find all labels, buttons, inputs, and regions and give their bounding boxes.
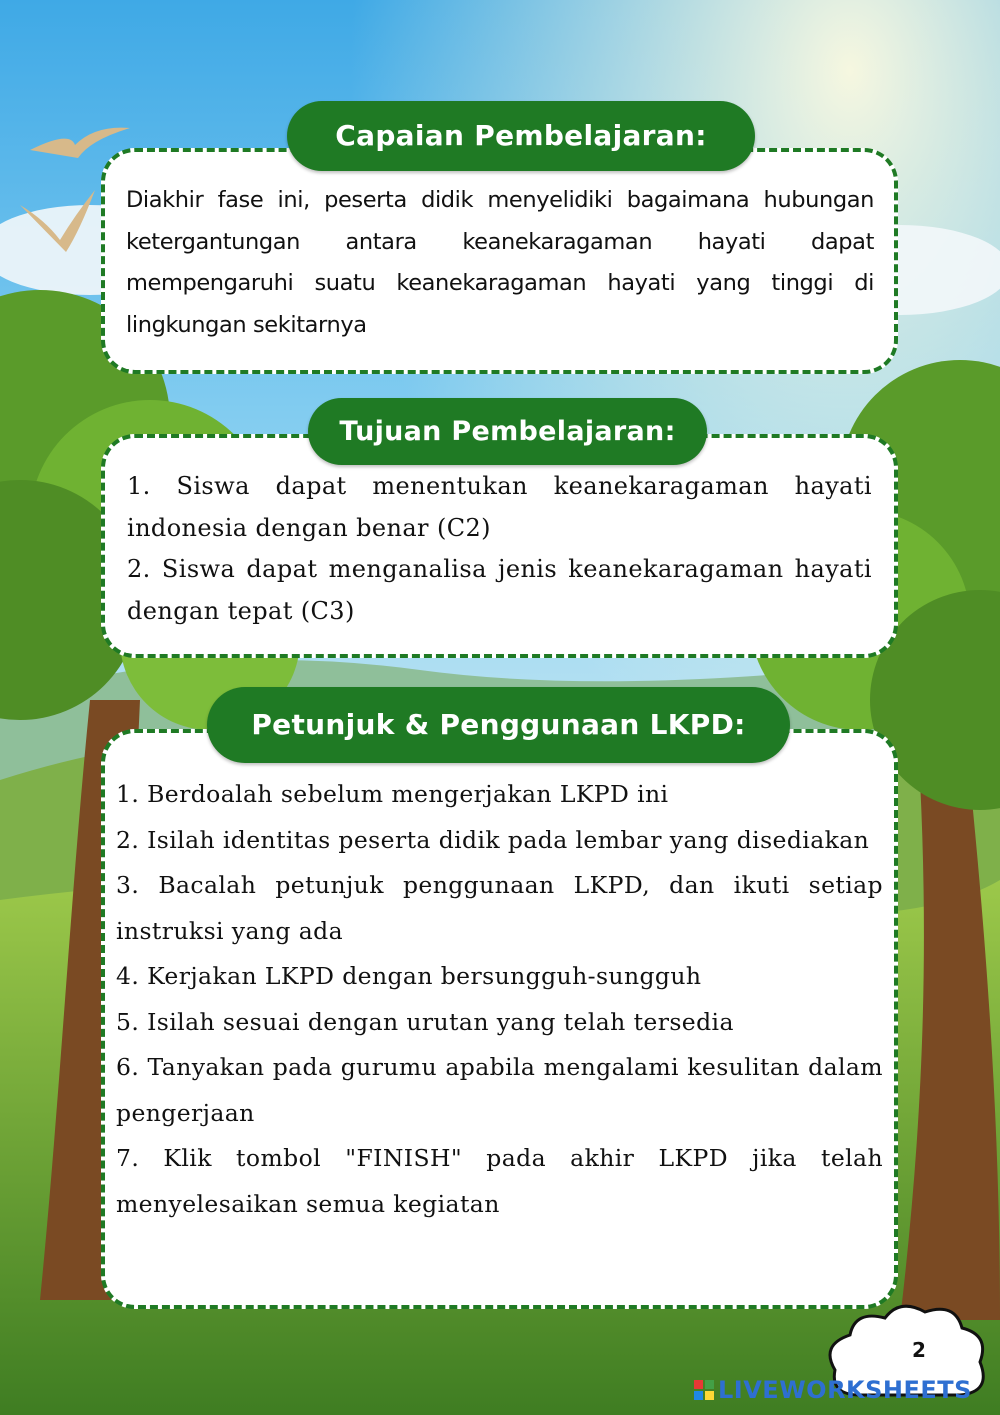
list-item: 3. Bacalah petunjuk penggunaan LKPD, dan ikuti setiap instruksi yang ada [116, 871, 883, 945]
petunjuk-title: Petunjuk & Penggunaan LKPD: [207, 687, 790, 763]
capaian-title: Capaian Pembelajaran: [287, 101, 755, 171]
list-item: 5. Isilah sesuai dengan urutan yang telah tersedia [116, 1007, 734, 1036]
tujuan-list [127, 466, 872, 632]
capaian-body: Diakhir fase ini, peserta didik menyelidiki bagaimana hubungan ketergantungan antara keanekaragaman hayati dapat mempengaruhi suatu keanekaragaman hayati yang tinggi di lingkungan sekitarnya [126, 187, 874, 338]
list-item: 2. Siswa dapat menganalisa jenis keanekaragaman hayati dengan tepat (C3) [127, 555, 872, 625]
list-item: 4. Kerjakan LKPD dengan bersungguh-sungguh [116, 962, 702, 990]
list-item: 1. Siswa dapat menentukan keanekaragaman hayati indonesia dengan benar (C2) [127, 472, 872, 542]
page-number: 2 [912, 1338, 926, 1362]
petunjuk-list [116, 772, 883, 1227]
tujuan-title: Tujuan Pembelajaran: [308, 398, 707, 465]
list-item: 7. Klik tombol "FINISH" pada akhir LKPD jika telah menyelesaikan semua kegiatan [116, 1144, 883, 1218]
list-item: 2. Isilah identitas peserta didik pada lembar yang disediakan [116, 825, 870, 854]
list-item: 6. Tanyakan pada gurumu apabila mengalami kesulitan dalam pengerjaan [116, 1053, 883, 1127]
watermark: LIVEWORKSHEETS [718, 1376, 972, 1404]
list-item: 1. Berdoalah sebelum mengerjakan LKPD ini [116, 780, 669, 808]
